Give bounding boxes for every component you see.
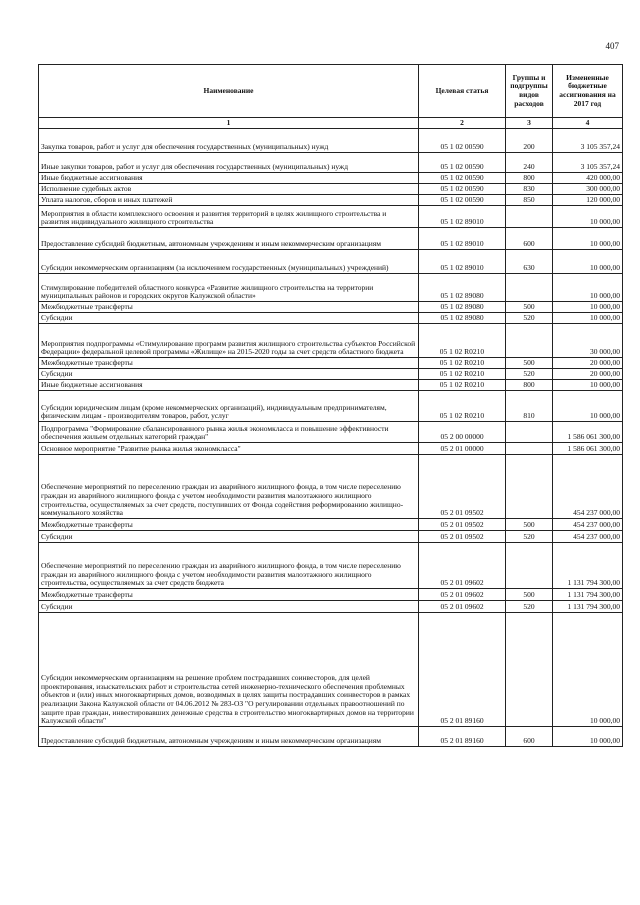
group-code-cell: 800 <box>506 380 553 391</box>
table-row <box>39 443 623 455</box>
amount-cell: 454 237 000,00 <box>553 531 623 543</box>
group-code-cell: 600 <box>506 727 553 747</box>
amount-cell: 10 000,00 <box>553 613 623 727</box>
group-code-cell <box>506 543 553 589</box>
target-code-cell: 05 1 02 89010 <box>419 250 506 274</box>
amount-cell: 454 237 000,00 <box>553 455 623 519</box>
row-name-cell: Исполнение судебных актов <box>39 184 419 195</box>
group-code-cell: 800 <box>506 173 553 184</box>
group-code-cell: 500 <box>506 519 553 531</box>
group-code-cell: 500 <box>506 302 553 313</box>
target-code-cell: 05 1 02 00590 <box>419 153 506 173</box>
row-name-cell: Иные бюджетные ассигнования <box>39 380 419 391</box>
header-name: Наименование <box>39 65 419 118</box>
amount-cell: 3 105 357,24 <box>553 153 623 173</box>
header-target-article: Целевая статья <box>419 65 506 118</box>
table-row <box>39 206 623 228</box>
row-name-cell: Подпрограмма "Формирование сбалансированного рынка жилья экономкласса и повышение эффективности обеспечения жильем отдельных категорий граждан" <box>39 422 419 443</box>
row-name-cell: Стимулирование победителей областного конкурса «Развитие жилищного строительства на территории муниципальных районов и городских округов Калужской области» <box>39 274 419 302</box>
table-row <box>39 195 623 206</box>
table-row <box>39 173 623 184</box>
target-code-cell: 05 1 02 R0210 <box>419 391 506 422</box>
target-code-cell: 05 1 02 00590 <box>419 195 506 206</box>
row-name-cell: Субсидии <box>39 313 419 324</box>
target-code-cell: 05 1 02 00590 <box>419 184 506 195</box>
target-code-cell: 05 2 01 09502 <box>419 455 506 519</box>
table-row <box>39 589 623 601</box>
group-code-cell: 520 <box>506 369 553 380</box>
amount-cell: 300 000,00 <box>553 184 623 195</box>
column-number: 2 <box>419 118 506 129</box>
group-code-cell: 520 <box>506 313 553 324</box>
header-expense-groups: Группы и подгруппы видов расходов <box>506 65 553 118</box>
group-code-cell: 200 <box>506 129 553 153</box>
row-name-cell: Уплата налогов, сборов и иных платежей <box>39 195 419 206</box>
table-body <box>39 129 623 747</box>
target-code-cell: 05 1 02 89080 <box>419 302 506 313</box>
table-row <box>39 184 623 195</box>
target-code-cell: 05 2 01 09602 <box>419 601 506 613</box>
target-code-cell: 05 1 02 00590 <box>419 129 506 153</box>
group-code-cell <box>506 206 553 228</box>
table-row <box>39 369 623 380</box>
row-name-cell: Субсидии <box>39 601 419 613</box>
column-number: 3 <box>506 118 553 129</box>
target-code-cell: 05 1 02 89010 <box>419 228 506 250</box>
target-code-cell: 05 2 01 00000 <box>419 443 506 455</box>
amount-cell: 10 000,00 <box>553 391 623 422</box>
table-row <box>39 601 623 613</box>
table-row <box>39 302 623 313</box>
amount-cell: 30 000,00 <box>553 324 623 358</box>
row-name-cell: Мероприятия подпрограммы «Стимулирование программ развития жилищного строительства субъектов Российской Федерации» федеральной целевой программы «Жилище» на 2015-2020 годы за счет средств областного бюджета <box>39 324 419 358</box>
target-code-cell: 05 1 02 R0210 <box>419 369 506 380</box>
row-name-cell: Межбюджетные трансферты <box>39 358 419 369</box>
target-code-cell: 05 1 02 89010 <box>419 206 506 228</box>
table-row <box>39 422 623 443</box>
amount-cell: 10 000,00 <box>553 313 623 324</box>
amount-cell: 10 000,00 <box>553 228 623 250</box>
table-row <box>39 250 623 274</box>
table-row <box>39 519 623 531</box>
group-code-cell: 600 <box>506 228 553 250</box>
group-code-cell <box>506 422 553 443</box>
group-code-cell <box>506 455 553 519</box>
target-code-cell: 05 2 01 09502 <box>419 519 506 531</box>
target-code-cell: 05 2 01 89160 <box>419 727 506 747</box>
group-code-cell: 500 <box>506 358 553 369</box>
table-row <box>39 531 623 543</box>
table-row <box>39 727 623 747</box>
amount-cell: 10 000,00 <box>553 206 623 228</box>
row-name-cell: Обеспечение мероприятий по переселению граждан из аварийного жилищного фонда, в том числе переселению граждан из аварийного жилищного фонда с учетом необходимости развития малоэтажного жилищного строительства, осуществляемых за счет средств бюджета <box>39 543 419 589</box>
group-code-cell: 830 <box>506 184 553 195</box>
group-code-cell: 810 <box>506 391 553 422</box>
table-row <box>39 274 623 302</box>
row-name-cell: Основное мероприятие "Развитие рынка жилья экономкласса" <box>39 443 419 455</box>
target-code-cell: 05 2 01 09602 <box>419 543 506 589</box>
row-name-cell: Закупка товаров, работ и услуг для обеспечения государственных (муниципальных) нужд <box>39 129 419 153</box>
row-name-cell: Межбюджетные трансферты <box>39 519 419 531</box>
row-name-cell: Межбюджетные трансферты <box>39 589 419 601</box>
group-code-cell: 630 <box>506 250 553 274</box>
group-code-cell <box>506 274 553 302</box>
row-name-cell: Субсидии <box>39 369 419 380</box>
amount-cell: 1 131 794 300,00 <box>553 589 623 601</box>
target-code-cell: 05 1 02 R0210 <box>419 358 506 369</box>
group-code-cell <box>506 324 553 358</box>
table-row <box>39 153 623 173</box>
amount-cell: 420 000,00 <box>553 173 623 184</box>
table-row <box>39 358 623 369</box>
group-code-cell: 850 <box>506 195 553 206</box>
group-code-cell: 520 <box>506 601 553 613</box>
table-row <box>39 613 623 727</box>
group-code-cell: 500 <box>506 589 553 601</box>
row-name-cell: Субсидии <box>39 531 419 543</box>
row-name-cell: Субсидии некоммерческим организациям на решение проблем пострадавших соинвесторов, для целей проектирования, изыскательских работ и строительства сетей инженерно-технического обеспечения проблемных объектов и (или) иных многоквартирных домов, возводимых в целях защиты пострадавших соинвесторов в рамках реализации Закона Калужской области от 04.06.2012 № 283-ОЗ "О регулировании отдельных правоотношений по защите прав граждан, инвестировавших денежные средства в строительство многоквартирных домов на территории Калужской области" <box>39 613 419 727</box>
table-row <box>39 324 623 358</box>
target-code-cell: 05 1 02 89080 <box>419 274 506 302</box>
amount-cell: 454 237 000,00 <box>553 519 623 531</box>
row-name-cell: Иные закупки товаров, работ и услуг для обеспечения государственных (муниципальных) нужд <box>39 153 419 173</box>
budget-allocation-table <box>38 64 623 747</box>
group-code-cell <box>506 613 553 727</box>
header-amount: Измененные бюджетные ассигнования на 2017 год <box>553 65 623 118</box>
row-name-cell: Межбюджетные трансферты <box>39 302 419 313</box>
amount-cell: 10 000,00 <box>553 380 623 391</box>
table-row <box>39 313 623 324</box>
target-code-cell: 05 1 02 00590 <box>419 173 506 184</box>
column-number: 1 <box>39 118 419 129</box>
target-code-cell: 05 2 01 09502 <box>419 531 506 543</box>
amount-cell: 1 586 061 300,00 <box>553 443 623 455</box>
target-code-cell: 05 1 02 R0210 <box>419 380 506 391</box>
amount-cell: 10 000,00 <box>553 274 623 302</box>
table-row <box>39 129 623 153</box>
row-name-cell: Предоставление субсидий бюджетным, автономным учреждениям и иным некоммерческим организациям <box>39 727 419 747</box>
target-code-cell: 05 1 02 89080 <box>419 313 506 324</box>
column-number: 4 <box>553 118 623 129</box>
amount-cell: 3 105 357,24 <box>553 129 623 153</box>
row-name-cell: Иные бюджетные ассигнования <box>39 173 419 184</box>
target-code-cell: 05 2 01 89160 <box>419 613 506 727</box>
row-name-cell: Обеспечение мероприятий по переселению граждан из аварийного жилищного фонда, в том числе переселению граждан из аварийного жилищного фонда с учетом необходимости развития малоэтажного жилищного строительства, осуществляемых за счет средств, поступивших от Фонда содействия реформированию жилищно-коммунального хозяйства <box>39 455 419 519</box>
amount-cell: 1 131 794 300,00 <box>553 601 623 613</box>
table-row <box>39 228 623 250</box>
amount-cell: 10 000,00 <box>553 727 623 747</box>
amount-cell: 10 000,00 <box>553 250 623 274</box>
page-number: 407 <box>605 41 619 51</box>
amount-cell: 120 000,00 <box>553 195 623 206</box>
group-code-cell: 520 <box>506 531 553 543</box>
row-name-cell: Мероприятия в области комплексного освоения и развития территорий в целях жилищного строительства и развития индивидуального жилищного строительства <box>39 206 419 228</box>
amount-cell: 20 000,00 <box>553 369 623 380</box>
table-row <box>39 543 623 589</box>
amount-cell: 1 131 794 300,00 <box>553 543 623 589</box>
row-name-cell: Предоставление субсидий бюджетным, автономным учреждениям и иным некоммерческим организациям <box>39 228 419 250</box>
group-code-cell <box>506 443 553 455</box>
amount-cell: 20 000,00 <box>553 358 623 369</box>
table-row <box>39 380 623 391</box>
column-number-row <box>39 118 623 129</box>
group-code-cell: 240 <box>506 153 553 173</box>
target-code-cell: 05 2 01 09602 <box>419 589 506 601</box>
table-row <box>39 391 623 422</box>
target-code-cell: 05 1 02 R0210 <box>419 324 506 358</box>
target-code-cell: 05 2 00 00000 <box>419 422 506 443</box>
table-header-row <box>39 65 623 118</box>
row-name-cell: Субсидии юридическим лицам (кроме некоммерческих организаций), индивидуальным предпринимателям, физическим лицам - производителям товаров, работ, услуг <box>39 391 419 422</box>
row-name-cell: Субсидии некоммерческим организациям (за исключением государственных (муниципальных) учреждений) <box>39 250 419 274</box>
amount-cell: 1 586 061 300,00 <box>553 422 623 443</box>
table-row <box>39 455 623 519</box>
amount-cell: 10 000,00 <box>553 302 623 313</box>
